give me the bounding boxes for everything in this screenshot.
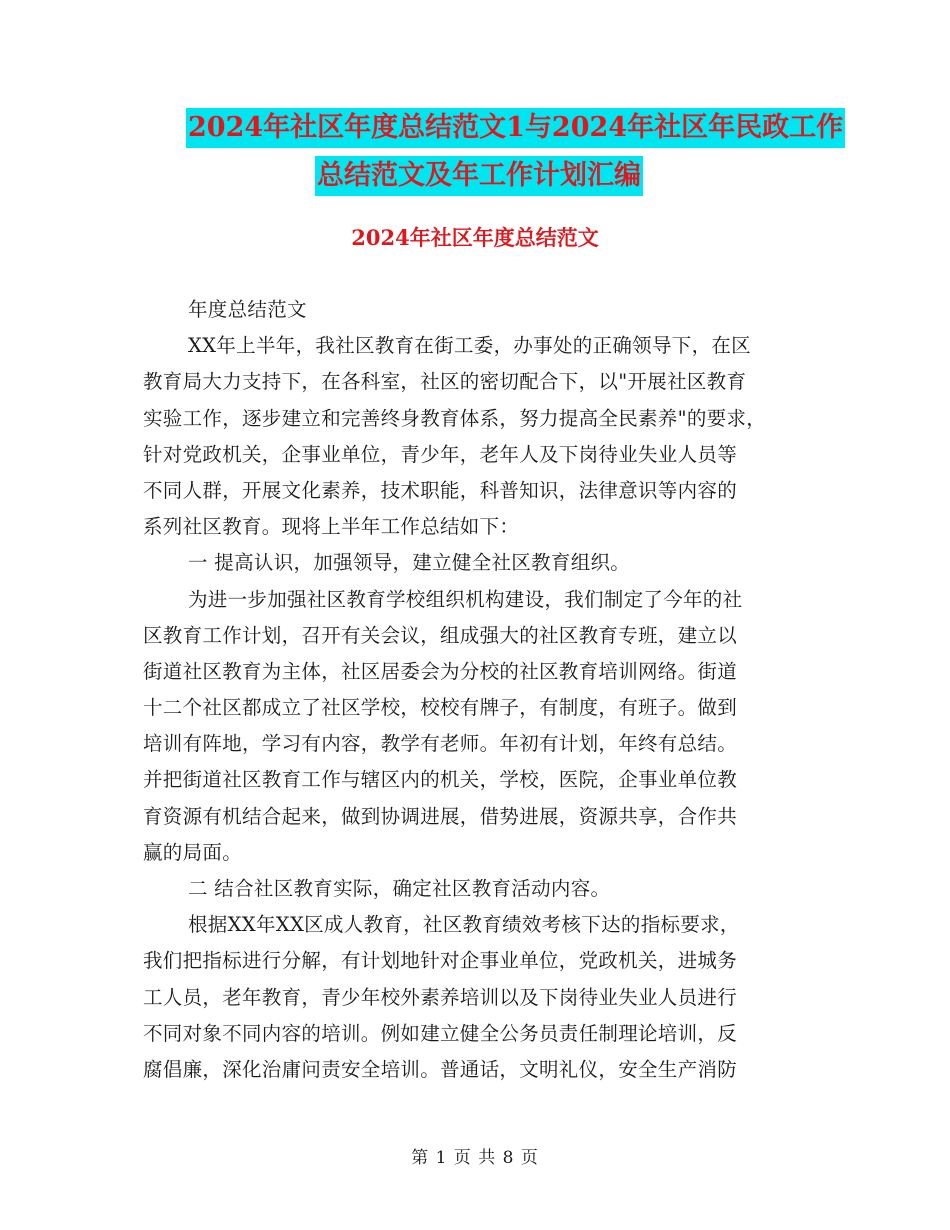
body-line: 十二个社区都成立了社区学校，校校有牌子，有制度，有班子。做到: [143, 696, 738, 720]
title-line-2: 总结范文及年工作计划汇编: [315, 156, 643, 196]
body-line: 不同人群，开展文化素养，技术职能，科普知识，法律意识等内容的: [143, 478, 738, 502]
title-line-1: 2024年社区年度总结范文1与2024年社区年民政工作: [186, 108, 845, 148]
section-heading: 2024年社区年度总结范文: [351, 225, 599, 250]
body-line: 培训有阵地，学习有内容，教学有老师。年初有计划，年终有总结。: [143, 732, 738, 756]
body-text: [143, 292, 823, 1088]
body-line: 实验工作，逐步建立和完善终身教育体系，努力提高全民素养"的要求，: [143, 406, 767, 430]
body-line: 街道社区教育为主体，社区居委会为分校的社区教育培训网络。街道: [143, 659, 738, 683]
body-line: 一 提高认识，加强领导，建立健全社区教育组织。: [188, 551, 631, 575]
body-line: 并把街道社区教育工作与辖区内的机关，学校，医院，企事业单位教: [143, 768, 738, 792]
body-line: 腐倡廉，深化治庸问责安全培训。普通话，文明礼仪，安全生产消防: [143, 1057, 738, 1081]
body-line: 系列社区教育。现将上半年工作总结如下：: [143, 515, 520, 539]
body-line: 工人员，老年教育，青少年校外素养培训以及下岗待业失业人员进行: [143, 985, 738, 1009]
page-footer: 第 1 页 共 8 页: [411, 1148, 539, 1168]
body-line: 二 结合社区教育实际，确定社区教育活动内容。: [188, 877, 611, 900]
body-line: 赢的局面。: [143, 840, 243, 864]
body-line: 针对党政机关，企事业单位，青少年，老年人及下岗待业失业人员等: [143, 442, 738, 466]
body-line: XX年上半年，我社区教育在街工委，办事处的正确领导下，在区: [188, 334, 751, 358]
body-line: 年度总结范文: [188, 298, 307, 321]
body-line: 根据XX年XX区成人教育，社区教育绩效考核下达的指标要求，: [188, 913, 740, 937]
body-line: 教育局大力支持下，在各科室，社区的密切配合下，以"开展社区教育: [143, 370, 747, 394]
body-line: 不同对象不同内容的培训。例如建立健全公务员责任制理论培训，反: [143, 1021, 738, 1045]
body-line: 区教育工作计划，召开有关会议，组成强大的社区教育专班，建立以: [143, 623, 738, 647]
body-line: 育资源有机结合起来，做到协调进展，借势进展，资源共享，合作共: [143, 804, 738, 828]
body-line: 我们把指标进行分解，有计划地针对企事业单位，党政机关，进城务: [143, 949, 738, 973]
body-line: 为进一步加强社区教育学校组织机构建设，我们制定了今年的社: [188, 587, 743, 611]
